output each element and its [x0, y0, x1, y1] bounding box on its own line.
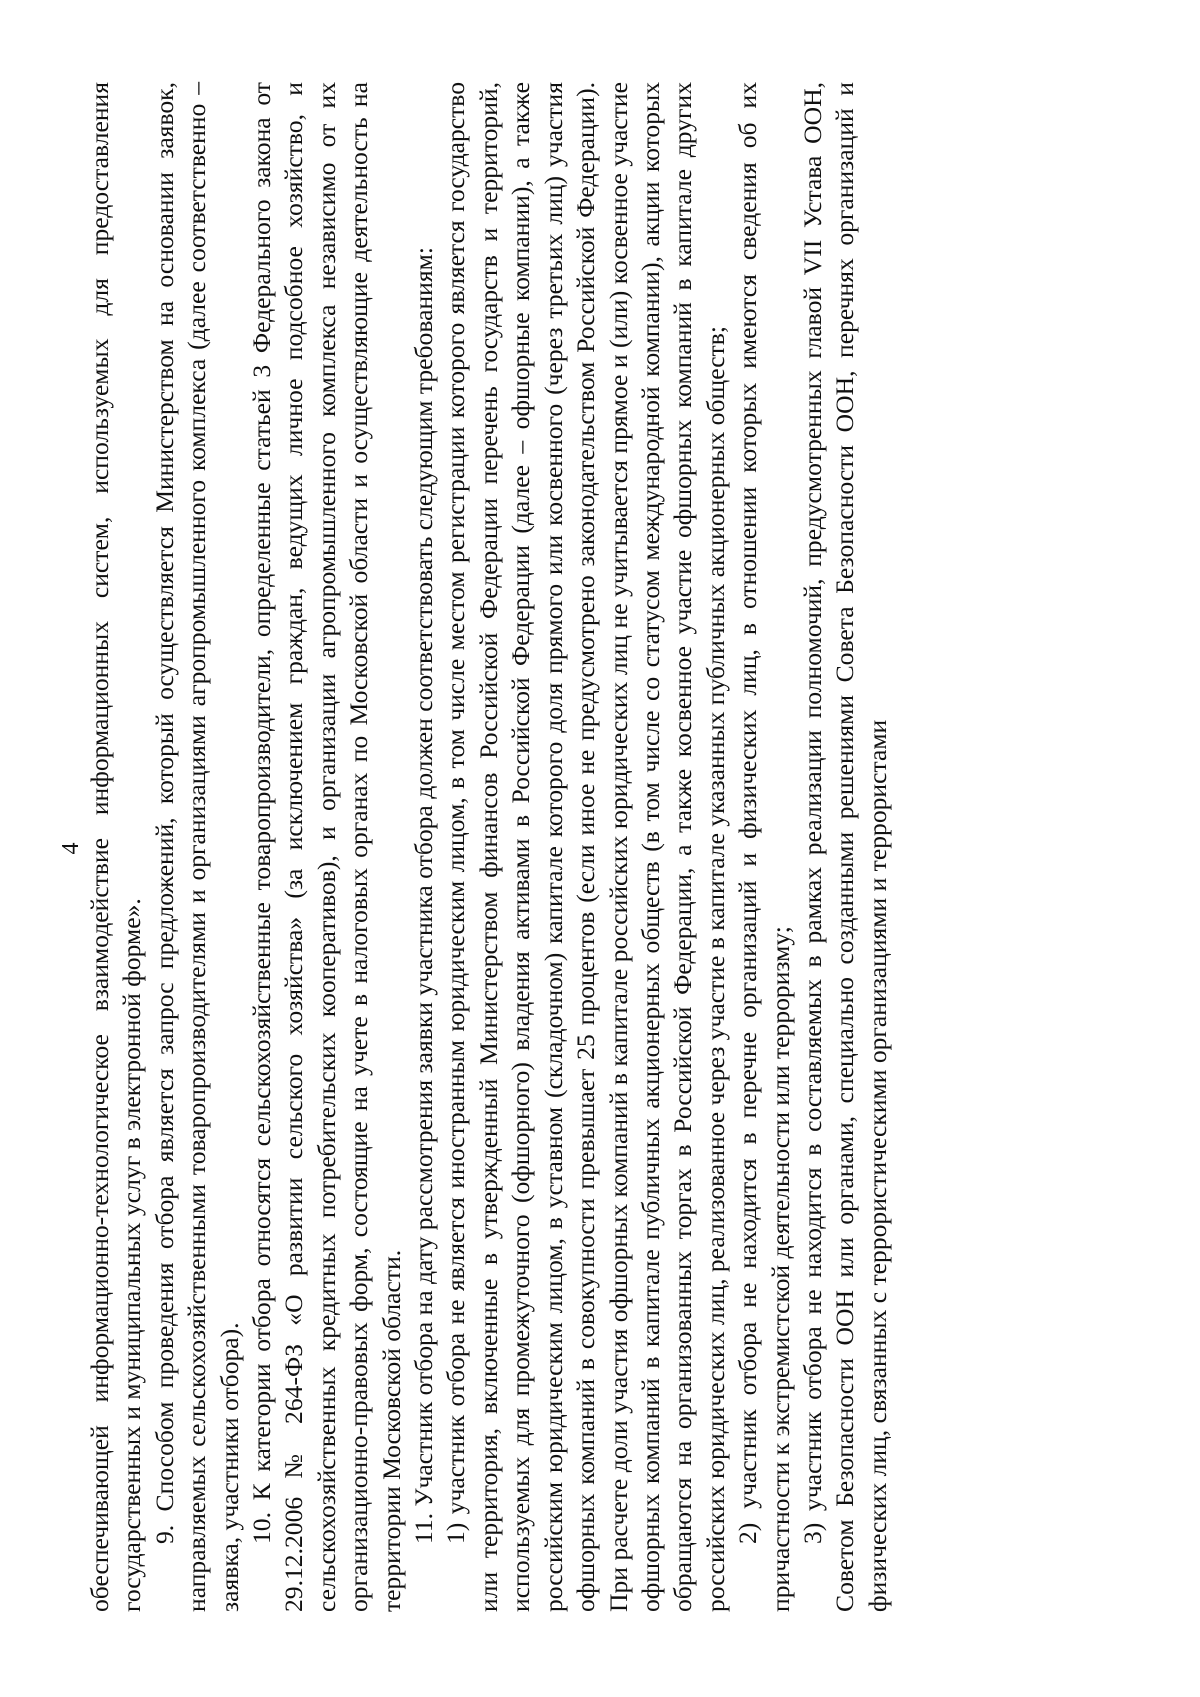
requirement-1-offshore: 1) участник отбора не является иностранным юридическим лицом, в том числе местом регистрации которого является государство или территория, включенные в утвержденный Министерством финансов Российской Федерации перечень государств и территорий, используемых для промежуточного (офшорного) владения активами в Российской Федерации (далее – офшорные компании), а также российским юридическим лицом, в уставном (складочном) капитале которого доля прямого или косвенного (через третьих лиц) участия офшорных компаний в совокупности превышает 25 процентов (если иное не предусмотрено законодательством Российской Федерации). При расчете доли участия офшорных компаний в капитале российских юридических лиц не учитывается прямое и (или) косвенное участие офшорных компаний в капитале публичных акционерных обществ (в том числе со статусом международной компании), акции которых обращаются на организованных торгах в Российской Федерации, а также косвенное участие офшорных компаний в капитале других российских юридических лиц, реализованное через участие в капитале указанных публичных акционерных обществ; [441, 82, 730, 1612]
paragraph-intro-continuation: обеспечивающей информационно-технологическое взаимодействие информационных систем, используемых для предоставления государственных и муниципальных услуг в электронной форме». [85, 82, 147, 1612]
document-body [84, 82, 894, 1612]
paragraph-10-selection-category: 10. К категории отбора относятся сельскохозяйственные товаропроизводители, определенные статьей 3 Федерального закона от 29.12.2006 № 264-ФЗ «О развитии сельского хозяйства» (за исключением граждан, ведущих личное подсобное хозяйство, и сельскохозяйственных кредитных потребительских кооперативов), и организации агропромышленного комплекса независимо от их организационно-правовых форм, состоящие на учете в налоговых органах по Московской области и осуществляющие деятельность на территории Московской области. [247, 82, 406, 1612]
paragraph-11-requirements: 11. Участник отбора на дату рассмотрения заявки участника отбора должен соответствовать следующим требованиям: [409, 247, 439, 1544]
requirement-2-extremism-list: 2) участник отбора не находится в перечне организаций и физических лиц, в отношении которых имеются сведения об их причастности к экстремистской деятельности или терроризму; [733, 82, 795, 1612]
page-number: 4 [58, 842, 84, 855]
requirement-3-un-sanctions: 3) участник отбора не находится в составляемых в рамках реализации полномочий, предусмотренных главой VII Устава ООН, Советом Безопасности ООН или органами, специально созданными решениями Совета Безопасности ООН, перечнях организаций и физических лиц, связанных с террористическими организациями и террористами [797, 82, 892, 1612]
paragraph-9-selection-method: 9. Способом проведения отбора является запрос предложений, который осуществляется Министерством на основании заявок, направляемых сельскохозяйственными товаропроизводителями и организациями агропромышленного комплекса (далее соответственно – заявка, участники отбора). [149, 82, 244, 1612]
